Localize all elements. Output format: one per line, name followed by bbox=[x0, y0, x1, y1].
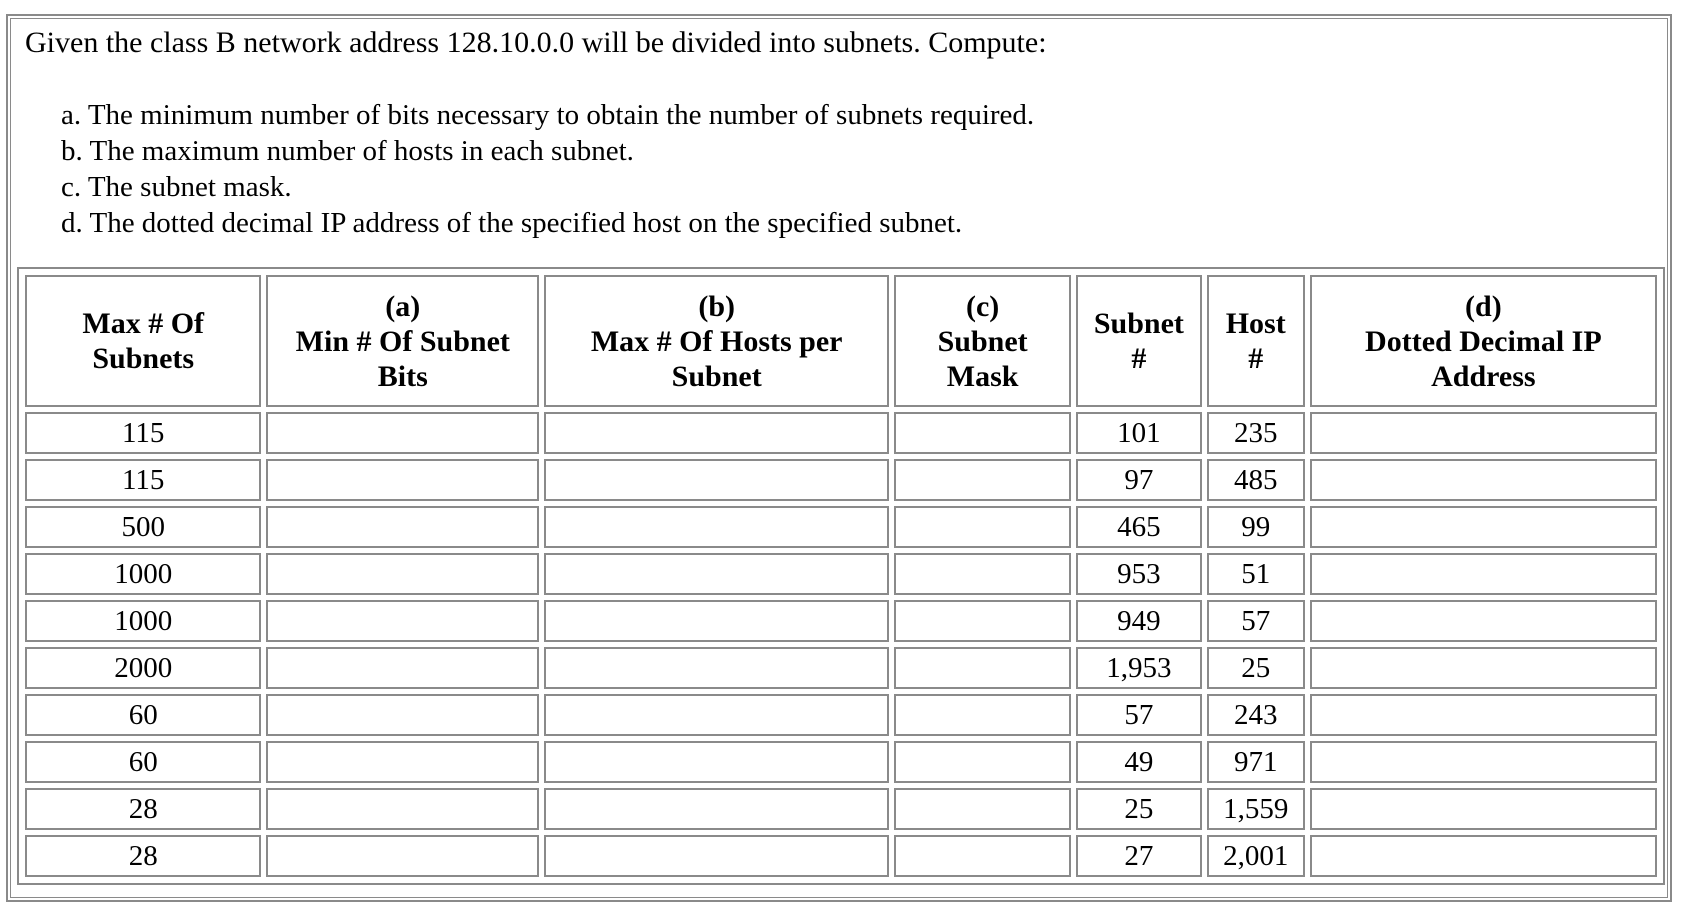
cell-subnet-mask[interactable] bbox=[894, 647, 1071, 689]
cell-min-bits[interactable] bbox=[266, 647, 539, 689]
header-line1: (c) bbox=[965, 289, 1000, 323]
cell-max-subnets: 28 bbox=[25, 788, 261, 830]
cell-ip-address[interactable] bbox=[1310, 647, 1657, 689]
subnet-table bbox=[20, 270, 1662, 882]
question-item-b: b. The maximum number of hosts in each subnet. bbox=[61, 135, 634, 167]
cell-max-hosts[interactable] bbox=[544, 835, 889, 877]
header-line2: Subnet bbox=[1093, 307, 1184, 340]
cell-subnet-mask[interactable] bbox=[894, 506, 1071, 548]
question-item-a: a. The minimum number of bits necessary to obtain the number of subnets required. bbox=[61, 99, 1035, 131]
cell-min-bits[interactable] bbox=[266, 553, 539, 595]
cell-host-number: 485 bbox=[1207, 459, 1305, 501]
cell-subnet-mask[interactable] bbox=[894, 459, 1071, 501]
cell-subnet-number: 1,953 bbox=[1076, 647, 1202, 689]
cell-host-number: 2,001 bbox=[1207, 835, 1305, 877]
header-subnet-number bbox=[1076, 275, 1202, 407]
cell-host-number: 99 bbox=[1207, 506, 1305, 548]
cell-ip-address[interactable] bbox=[1310, 600, 1657, 642]
cell-host-number: 243 bbox=[1207, 694, 1305, 736]
cell-min-bits[interactable] bbox=[266, 459, 539, 501]
cell-max-subnets: 60 bbox=[25, 694, 261, 736]
cell-min-bits[interactable] bbox=[266, 506, 539, 548]
table-row bbox=[25, 741, 1657, 783]
cell-ip-address[interactable] bbox=[1310, 741, 1657, 783]
question-item-c: c. The subnet mask. bbox=[61, 171, 292, 203]
cell-max-hosts[interactable] bbox=[544, 459, 889, 501]
cell-ip-address[interactable] bbox=[1310, 788, 1657, 830]
cell-max-subnets: 500 bbox=[25, 506, 261, 548]
cell-subnet-mask[interactable] bbox=[894, 788, 1071, 830]
cell-subnet-mask[interactable] bbox=[894, 741, 1071, 783]
header-line1: (d) bbox=[1465, 289, 1502, 323]
table-row bbox=[25, 412, 1657, 454]
cell-min-bits[interactable] bbox=[266, 694, 539, 736]
cell-ip-address[interactable] bbox=[1310, 835, 1657, 877]
header-line2: Max # Of bbox=[82, 307, 205, 340]
header-line3: Bits bbox=[377, 359, 428, 393]
cell-max-hosts[interactable] bbox=[544, 506, 889, 548]
question-item-d: d. The dotted decimal IP address of the specified host on the specified subnet. bbox=[61, 207, 963, 239]
cell-min-bits[interactable] bbox=[266, 412, 539, 454]
cell-ip-address[interactable] bbox=[1310, 553, 1657, 595]
cell-host-number: 51 bbox=[1207, 553, 1305, 595]
table-body bbox=[25, 412, 1657, 877]
header-line2: Dotted Decimal IP bbox=[1365, 324, 1602, 358]
cell-max-subnets: 1000 bbox=[25, 553, 261, 595]
cell-min-bits[interactable] bbox=[266, 788, 539, 830]
cell-max-subnets: 60 bbox=[25, 741, 261, 783]
cell-subnet-number: 25 bbox=[1076, 788, 1202, 830]
cell-host-number: 25 bbox=[1207, 647, 1305, 689]
cell-subnet-mask[interactable] bbox=[894, 600, 1071, 642]
cell-subnet-number: 97 bbox=[1076, 459, 1202, 501]
header-max-hosts bbox=[544, 275, 889, 407]
cell-subnet-number: 101 bbox=[1076, 412, 1202, 454]
table-row bbox=[25, 600, 1657, 642]
cell-max-subnets: 115 bbox=[25, 459, 261, 501]
table-row bbox=[25, 835, 1657, 877]
cell-max-subnets: 28 bbox=[25, 835, 261, 877]
subnet-table-frame bbox=[17, 267, 1665, 885]
cell-max-hosts[interactable] bbox=[544, 694, 889, 736]
cell-min-bits[interactable] bbox=[266, 741, 539, 783]
cell-host-number: 971 bbox=[1207, 741, 1305, 783]
header-line2: Host bbox=[1225, 307, 1286, 340]
cell-host-number: 57 bbox=[1207, 600, 1305, 642]
cell-subnet-mask[interactable] bbox=[894, 835, 1071, 877]
cell-host-number: 235 bbox=[1207, 412, 1305, 454]
cell-subnet-number: 57 bbox=[1076, 694, 1202, 736]
header-subnet-mask bbox=[894, 275, 1071, 407]
question-list bbox=[61, 97, 1034, 241]
cell-subnet-mask[interactable] bbox=[894, 553, 1071, 595]
cell-subnet-number: 949 bbox=[1076, 600, 1202, 642]
cell-max-subnets: 2000 bbox=[25, 647, 261, 689]
cell-subnet-number: 49 bbox=[1076, 741, 1202, 783]
cell-max-hosts[interactable] bbox=[544, 741, 889, 783]
cell-ip-address[interactable] bbox=[1310, 506, 1657, 548]
header-line3: # bbox=[1131, 342, 1147, 375]
header-line2: Min # Of Subnet bbox=[295, 324, 510, 358]
table-row bbox=[25, 647, 1657, 689]
cell-ip-address[interactable] bbox=[1310, 459, 1657, 501]
header-host-number bbox=[1207, 275, 1305, 407]
header-line3: Subnet bbox=[671, 359, 762, 393]
cell-max-subnets: 115 bbox=[25, 412, 261, 454]
header-line2: Max # Of Hosts per bbox=[590, 324, 843, 358]
header-line3: Subnets bbox=[92, 342, 195, 375]
cell-subnet-mask[interactable] bbox=[894, 412, 1071, 454]
cell-subnet-number: 953 bbox=[1076, 553, 1202, 595]
header-line1: (a) bbox=[385, 289, 421, 323]
cell-subnet-number: 27 bbox=[1076, 835, 1202, 877]
table-header-row bbox=[25, 275, 1657, 407]
cell-max-hosts[interactable] bbox=[544, 788, 889, 830]
header-ip-address bbox=[1310, 275, 1657, 407]
header-line1: (b) bbox=[698, 289, 736, 323]
cell-max-hosts[interactable] bbox=[544, 647, 889, 689]
cell-ip-address[interactable] bbox=[1310, 412, 1657, 454]
header-min-subnet-bits bbox=[266, 275, 539, 407]
header-line3: Address bbox=[1431, 359, 1536, 393]
cell-max-hosts[interactable] bbox=[544, 600, 889, 642]
table-row bbox=[25, 788, 1657, 830]
cell-max-hosts[interactable] bbox=[544, 553, 889, 595]
problem-intro: Given the class B network address 128.10.0.0 will be divided into subnets. Compute: bbox=[25, 26, 1047, 59]
header-line3: Mask bbox=[946, 359, 1019, 393]
header-max-subnets bbox=[25, 275, 261, 407]
header-line2: Subnet bbox=[937, 324, 1028, 358]
table-row bbox=[25, 553, 1657, 595]
table-row bbox=[25, 459, 1657, 501]
inner-frame bbox=[10, 18, 1668, 898]
cell-max-hosts[interactable] bbox=[544, 412, 889, 454]
outer-frame bbox=[6, 14, 1672, 902]
header-line3: # bbox=[1248, 342, 1264, 375]
cell-max-subnets: 1000 bbox=[25, 600, 261, 642]
cell-subnet-mask[interactable] bbox=[894, 694, 1071, 736]
cell-subnet-number: 465 bbox=[1076, 506, 1202, 548]
cell-host-number: 1,559 bbox=[1207, 788, 1305, 830]
cell-min-bits[interactable] bbox=[266, 600, 539, 642]
cell-ip-address[interactable] bbox=[1310, 694, 1657, 736]
table-row bbox=[25, 506, 1657, 548]
table-row bbox=[25, 694, 1657, 736]
cell-min-bits[interactable] bbox=[266, 835, 539, 877]
